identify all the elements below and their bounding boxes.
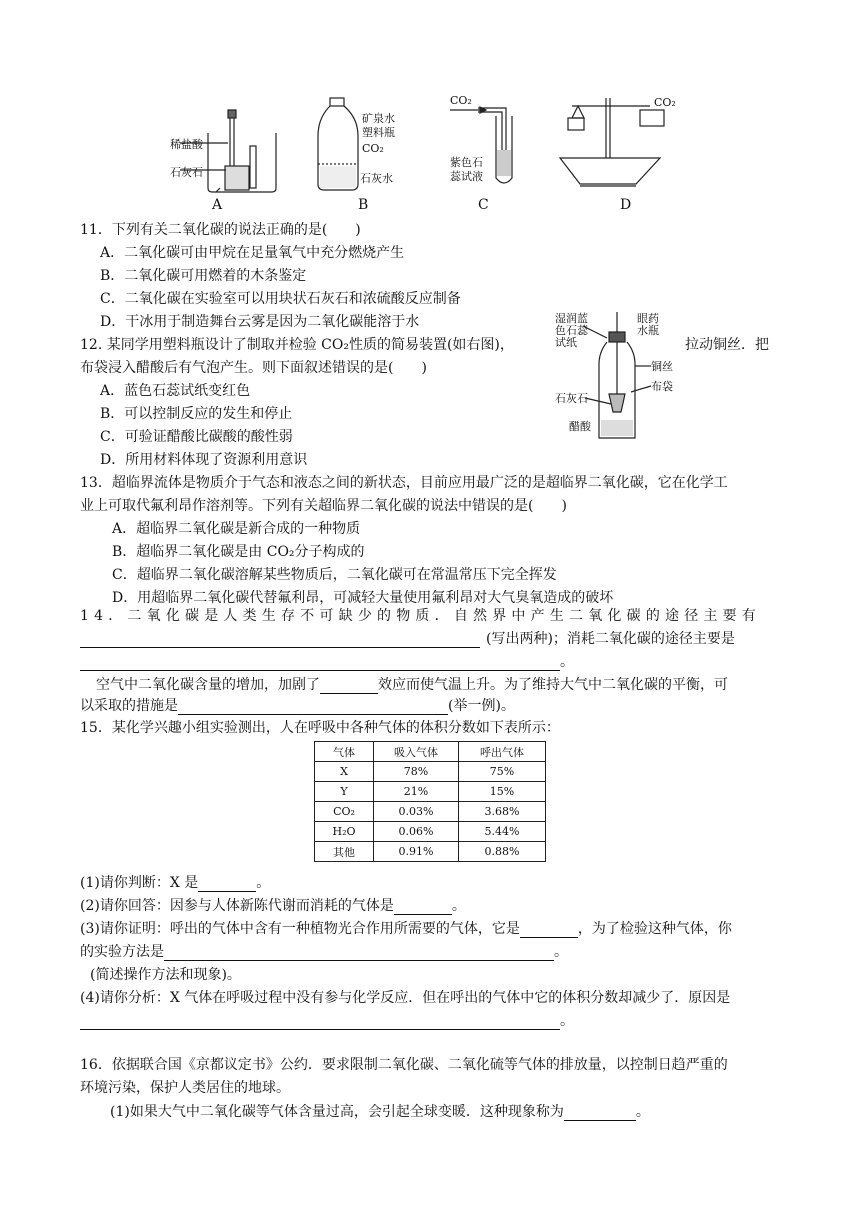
q12-fig-paper2: 色石蕊 (555, 324, 588, 337)
table-row (315, 802, 546, 822)
q15-part1-text: (1)请你判断：X 是 (80, 875, 199, 891)
table-cell: 其他 (315, 842, 374, 862)
q15-part3-text: (3)请你证明：呼出的气体中含有一种植物光合作用所需要的气体，它是 (80, 921, 520, 937)
table-row (315, 782, 546, 802)
fig-d-gas: CO₂ (654, 96, 676, 109)
q12-fig-bottle2: 水瓶 (637, 324, 659, 337)
q12-fig-bag: 布袋 (651, 380, 673, 393)
fig-b-bottle2: 塑料瓶 (362, 126, 395, 139)
fig-c-label: C (478, 197, 489, 213)
fig-b-label: B (358, 197, 369, 213)
q15-part2-text: (2)请你回答：因参与人体新陈代谢而消耗的气体是 (80, 898, 394, 914)
q15-part4-line2 (80, 1012, 574, 1030)
q15-part3-note: (简述操作方法和现象)。 (90, 967, 241, 983)
q16-stem-line1: 16．依据联合国《京都议定书》公约．要求限制二氧化碳、二氧化硫等气体的排放量，以控制日趋严重的 (80, 1057, 728, 1073)
q12-fig-bottle1: 眼药 (637, 312, 659, 325)
table-cell: 75% (459, 762, 546, 782)
q14-blank-consumption[interactable] (80, 656, 560, 671)
q13-option-b: B．超临界二氧化碳是由 CO₂分子构成的 (112, 544, 365, 560)
q14-line5-a: 以采取的措施是 (80, 698, 178, 714)
fig-b-water: 石灰水 (360, 172, 393, 185)
table-cell: X (315, 762, 374, 782)
q12-option-d: D．所用材料体现了资源利用意识 (100, 452, 308, 468)
q15-part1-end: 。 (256, 875, 271, 891)
table-header-cell: 呼出气体 (459, 742, 546, 762)
q15-part3-line2 (80, 943, 568, 961)
q14-line4-b: 效应而使气温上升。为了维持大气中二氧化碳的平衡，可 (378, 677, 728, 693)
q11-option-c: C．二氧化碳在实验室可以用块状石灰石和浓硫酸反应制备 (100, 291, 461, 307)
q15-blank-reason[interactable] (80, 1015, 560, 1030)
q13-option-a: A．超临界二氧化碳是新合成的一种物质 (112, 521, 361, 537)
fig-b-gas: CO₂ (362, 142, 384, 155)
breath-gas-table (314, 741, 546, 862)
table-cell: 3.68% (459, 802, 546, 822)
apparatus-b (318, 98, 358, 190)
q16-part1 (110, 1103, 650, 1121)
table-cell: 15% (459, 782, 546, 802)
q12-fig-acid: 醋酸 (569, 420, 591, 433)
table-cell: 0.03% (374, 802, 459, 822)
q15-part2 (80, 897, 466, 915)
q15-part2-end: 。 (451, 898, 466, 914)
table-header-cell: 吸入气体 (374, 742, 459, 762)
q15-part3-mid: ，为了检验这种气体，你 (577, 921, 732, 937)
q14-blank-effect[interactable] (320, 679, 378, 694)
q16-part1-text: (1)如果大气中二氧化碳等气体含量过高，会引起全球变暖．这种现象称为 (110, 1104, 564, 1120)
apparatus-drawings (160, 88, 680, 216)
q11-stem: 11．下列有关二氧化碳的说法正确的是( ) (80, 222, 361, 238)
q12-stem-line1-tail: 拉动铜丝．把 (685, 337, 769, 353)
q15-part4-end: 。 (560, 1013, 574, 1029)
q14-line3 (80, 653, 574, 671)
q14-line4 (96, 676, 728, 694)
q15-blank-photosynthesis-gas[interactable] (520, 923, 578, 938)
fig-c-tube: 紫色石 (450, 156, 483, 169)
q15-blank-consumed-gas[interactable] (394, 900, 452, 915)
q14-stem: 14．二氧化碳是人类生存不可缺少的物质．自然界中产生二氧化碳的途径主要有 (80, 608, 762, 624)
q14-line2 (80, 630, 735, 648)
fig-b-bottle: 矿泉水 (362, 112, 395, 125)
q14-blank-measure[interactable] (178, 700, 448, 715)
table-cell: 0.88% (459, 842, 546, 862)
q13-stem-line2: 业上可取代氟利昂作溶剂等。下列有关超临界二氧化碳的说法中错误的是( ) (80, 498, 567, 514)
q14-line3-tail: 。 (560, 654, 574, 670)
table-cell: H₂O (315, 822, 374, 842)
fig-a-stone: 石灰石 (170, 166, 203, 179)
q14-line5-b: (举一例)。 (448, 698, 515, 714)
q16-part1-end: 。 (635, 1104, 650, 1120)
q14-blank-sources[interactable] (80, 633, 480, 648)
q15-part3-line2-text: 的实验方法是 (80, 944, 164, 960)
q12-fig-stone: 石灰石 (555, 392, 588, 405)
q11-option-a: A．二氧化碳可由甲烷在足量氧气中充分燃烧产生 (100, 245, 405, 261)
q15-blank-x[interactable] (198, 877, 256, 892)
q12-option-a: A．蓝色石蕊试纸变红色 (100, 383, 251, 399)
table-row (315, 762, 546, 782)
table-header-cell: 气体 (315, 742, 374, 762)
table-cell: 78% (374, 762, 459, 782)
apparatus-figure (160, 88, 680, 216)
table-cell: 0.06% (374, 822, 459, 842)
table-cell: CO₂ (315, 802, 374, 822)
q12-fig-paper1: 湿润蓝 (555, 312, 588, 325)
q16-stem-line2: 环境污染，保护人类居住的地球。 (80, 1080, 290, 1096)
q15-part1 (80, 874, 270, 892)
fig-a-label: A (212, 197, 223, 213)
q12-stem-line1: 12. 某同学用塑料瓶设计了制取并检验 CO₂性质的简易装置(如右图)， (80, 337, 514, 353)
q13-stem-line1: 13．超临界流体是物质介于气态和液态之间的新状态，目前应用最广泛的是超临界二氧化碳，它在化学工 (80, 475, 728, 491)
q15-blank-method[interactable] (164, 946, 554, 961)
table-header-row (315, 742, 546, 762)
table-cell: Y (315, 782, 374, 802)
q15-part3 (80, 920, 732, 938)
q12-apparatus-figure (555, 308, 680, 450)
table-cell: 21% (374, 782, 459, 802)
apparatus-d (560, 98, 664, 186)
fig-c-gas: CO₂ (450, 94, 472, 107)
table-cell: 0.91% (374, 842, 459, 862)
q12-fig-wire: 铜丝 (651, 360, 673, 373)
q15-part3-end: 。 (554, 944, 568, 960)
fig-a-acid: 稀盐酸 (170, 138, 203, 151)
table-row (315, 842, 546, 862)
table-row (315, 822, 546, 842)
q16-blank-phenomenon[interactable] (564, 1106, 636, 1121)
q12-stem-line2: 布袋浸入醋酸后有气泡产生。则下面叙述错误的是( ) (80, 360, 427, 376)
fig-c-tube2: 蕊试液 (450, 170, 483, 183)
q14-line5 (80, 697, 515, 715)
q11-option-d: D．干冰用于制造舞台云雾是因为二氧化碳能溶于水 (100, 314, 420, 330)
q12-option-b: B．可以控制反应的发生和停止 (100, 406, 293, 422)
q14-line2-tail: (写出两种)；消耗二氧化碳的途径主要是 (486, 631, 735, 647)
q15-stem: 15．某化学兴趣小组实验测出，人在呼吸中各种气体的体积分数如下表所示： (80, 720, 560, 736)
q12-fig-paper3: 试纸 (555, 336, 577, 349)
fig-d-label: D (620, 197, 632, 213)
q13-option-d: D．用超临界二氧化碳代替氟利昂，可减轻大量使用氟利昂对大气臭氧造成的破坏 (112, 590, 614, 606)
q15-part4: (4)请你分析：X 气体在呼吸过程中没有参与化学反应．但在呼出的气体中它的体积分数却减少了．原因是 (80, 990, 731, 1006)
q12-option-c: C．可验证醋酸比碳酸的酸性弱 (100, 429, 293, 445)
q14-line4-a: 空气中二氧化碳含量的增加，加剧了 (96, 677, 320, 693)
q13-option-c: C．超临界二氧化碳溶解某些物质后，二氧化碳可在常温常压下完全挥发 (112, 567, 557, 583)
q11-option-b: B．二氧化碳可用燃着的木条鉴定 (100, 268, 307, 284)
table-cell: 5.44% (459, 822, 546, 842)
